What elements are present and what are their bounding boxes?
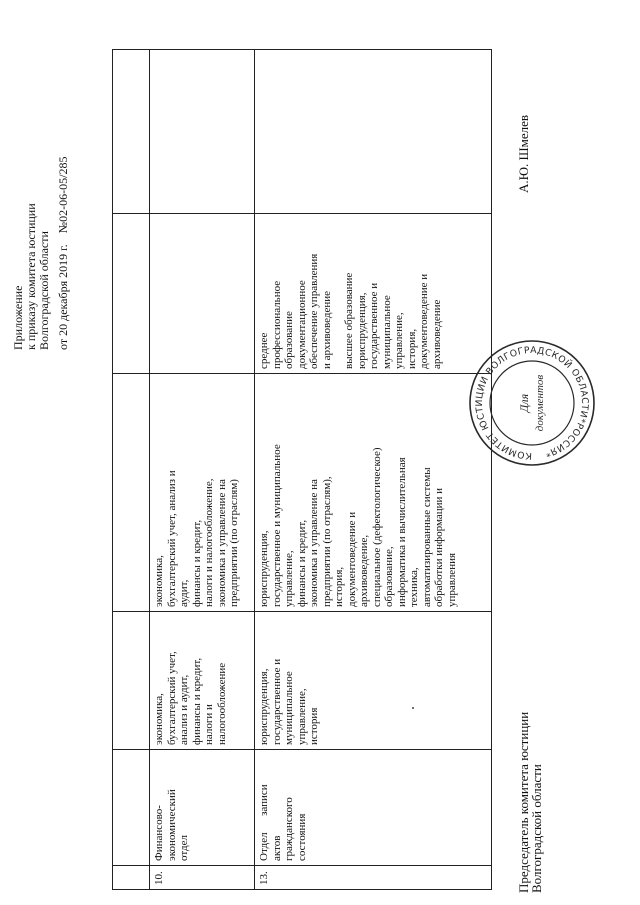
- cell-line: государственное и муниципальное: [270, 444, 283, 607]
- header-order-number: №02-06-05/285: [56, 156, 70, 234]
- cell-line: среднее: [258, 332, 270, 369]
- table-cell: [113, 612, 150, 750]
- education-cell: [150, 214, 255, 374]
- table-cell: [113, 214, 150, 374]
- department-cell: [255, 750, 492, 866]
- cell-line: гражданского: [283, 797, 295, 861]
- table-row: [255, 50, 492, 890]
- cell-line: финансы и кредит,: [190, 657, 203, 745]
- cell-line: история,: [405, 328, 418, 369]
- table-cell: [255, 50, 492, 214]
- cell-line: отдел: [178, 835, 190, 861]
- cell-line: информатика и вычислительная: [395, 457, 408, 607]
- qualification-table: [112, 49, 492, 890]
- cell-line: управление,: [295, 688, 308, 745]
- table-row: [150, 50, 255, 890]
- cell-line: налогообложение: [215, 662, 228, 745]
- cell-line: юриспруденция,: [258, 530, 270, 607]
- cell-line: муниципальное: [380, 295, 393, 369]
- cell-line: предприятии (по отраслям): [228, 479, 240, 607]
- table-cell: [113, 50, 150, 214]
- cell-line: государственное и: [368, 282, 380, 369]
- cell-line: документоведение и: [345, 511, 358, 607]
- cell-line: специальное (дефектологическое): [370, 447, 383, 607]
- signatory-name: А.Ю. Шмелев: [516, 114, 531, 193]
- cell-line: юриспруденция,: [258, 668, 270, 745]
- table-cell: [113, 866, 150, 890]
- cell-line: документоведение и: [418, 273, 430, 369]
- cell-line: управление,: [393, 312, 405, 369]
- document-header: [12, 50, 70, 350]
- cell-line: муниципальное: [283, 671, 295, 745]
- department-cell: [150, 750, 255, 866]
- signatory-position: [517, 712, 543, 893]
- cell-line: анализ и аудит,: [178, 674, 190, 745]
- cell-line: управление,: [283, 550, 295, 607]
- cell-line: экономика и управление на: [215, 479, 228, 607]
- stamp-center-line2: документов: [534, 374, 546, 432]
- cell-line: архивоведение: [430, 299, 443, 369]
- cell-line: образование,: [383, 546, 395, 607]
- cell-line: автоматизированные системы: [420, 467, 433, 607]
- position-line: Председатель комитета юстиции: [516, 711, 531, 893]
- cell-line: аудит,: [178, 579, 190, 607]
- table-cell: [113, 750, 150, 866]
- specialty-cell: [150, 612, 255, 750]
- cell-line: экономика,: [153, 693, 165, 745]
- cell-line: обеспечение управления: [308, 253, 320, 369]
- header-date: от 20 декабря 2019 г.: [56, 244, 70, 350]
- row-number: 10.: [150, 866, 255, 890]
- cell-line: Финансово-: [153, 805, 165, 861]
- cell-line: техника,: [408, 567, 420, 607]
- specialty-cell: [255, 374, 492, 612]
- official-stamp: [467, 338, 597, 468]
- stamp-outer-ring: [470, 341, 594, 465]
- cell-line: состояния: [295, 813, 308, 861]
- cell-line: и архивоведение: [320, 290, 333, 369]
- cell-spacer: [333, 218, 343, 369]
- cell-line: высшее образование: [343, 272, 355, 369]
- cell-line: профессиональное: [270, 280, 283, 369]
- table-row-top: [113, 50, 150, 890]
- cell-line: предприятии (по отраслям),: [320, 476, 333, 607]
- stamp-center-line1: Для: [517, 393, 531, 413]
- cell-line: архивоведение,: [358, 534, 370, 607]
- cell-line: налоги и: [203, 704, 215, 745]
- cell-line: управления: [445, 552, 458, 607]
- cell-line: экономика,: [153, 555, 165, 607]
- specialty-cell: [255, 612, 492, 750]
- header-appendix: Приложение: [11, 285, 25, 350]
- cell-line: Отдел записи: [258, 784, 270, 861]
- stamp-ring-text: КОМИТЕТ ЮСТИЦИИ ВОЛГОГРАДСКОЙ ОБЛАСТИ*РОССИЯ*: [473, 344, 591, 462]
- specialty-cell: [150, 374, 255, 612]
- header-order-ref: к приказу комитета юстиции: [24, 203, 38, 350]
- header-date-line: [57, 50, 70, 350]
- cell-line: государственное и: [270, 658, 283, 745]
- cell-line: финансы и кредит,: [190, 519, 203, 607]
- cell-line: образование: [283, 311, 295, 369]
- cell-line: история: [308, 707, 320, 745]
- cell-line: обработки информации и: [433, 487, 445, 607]
- cell-line: юриспруденция,: [355, 292, 368, 369]
- cell-line: налоги и налогообложение,: [203, 478, 215, 607]
- cell-line: документационное: [295, 280, 308, 369]
- header-region: Волгоградской области: [37, 231, 51, 350]
- education-cell: [255, 214, 492, 374]
- row-number: 13.: [255, 866, 492, 890]
- cell-line: экономический: [165, 789, 178, 861]
- stamp-inner-ring: [490, 361, 574, 445]
- cell-line: экономика и управление на: [308, 479, 320, 607]
- cell-line: бухгалтерский учет, анализ и: [165, 470, 178, 607]
- table-cell: [113, 374, 150, 612]
- cell-line: бухгалтерский учет,: [165, 651, 178, 745]
- position-line: Волгоградской области: [529, 764, 544, 893]
- cell-line: история,: [333, 566, 345, 607]
- cell-line: финансы и кредит,: [295, 519, 308, 607]
- scan-speck: [412, 707, 414, 709]
- cell-line: актов: [270, 835, 283, 861]
- table-cell: [150, 50, 255, 214]
